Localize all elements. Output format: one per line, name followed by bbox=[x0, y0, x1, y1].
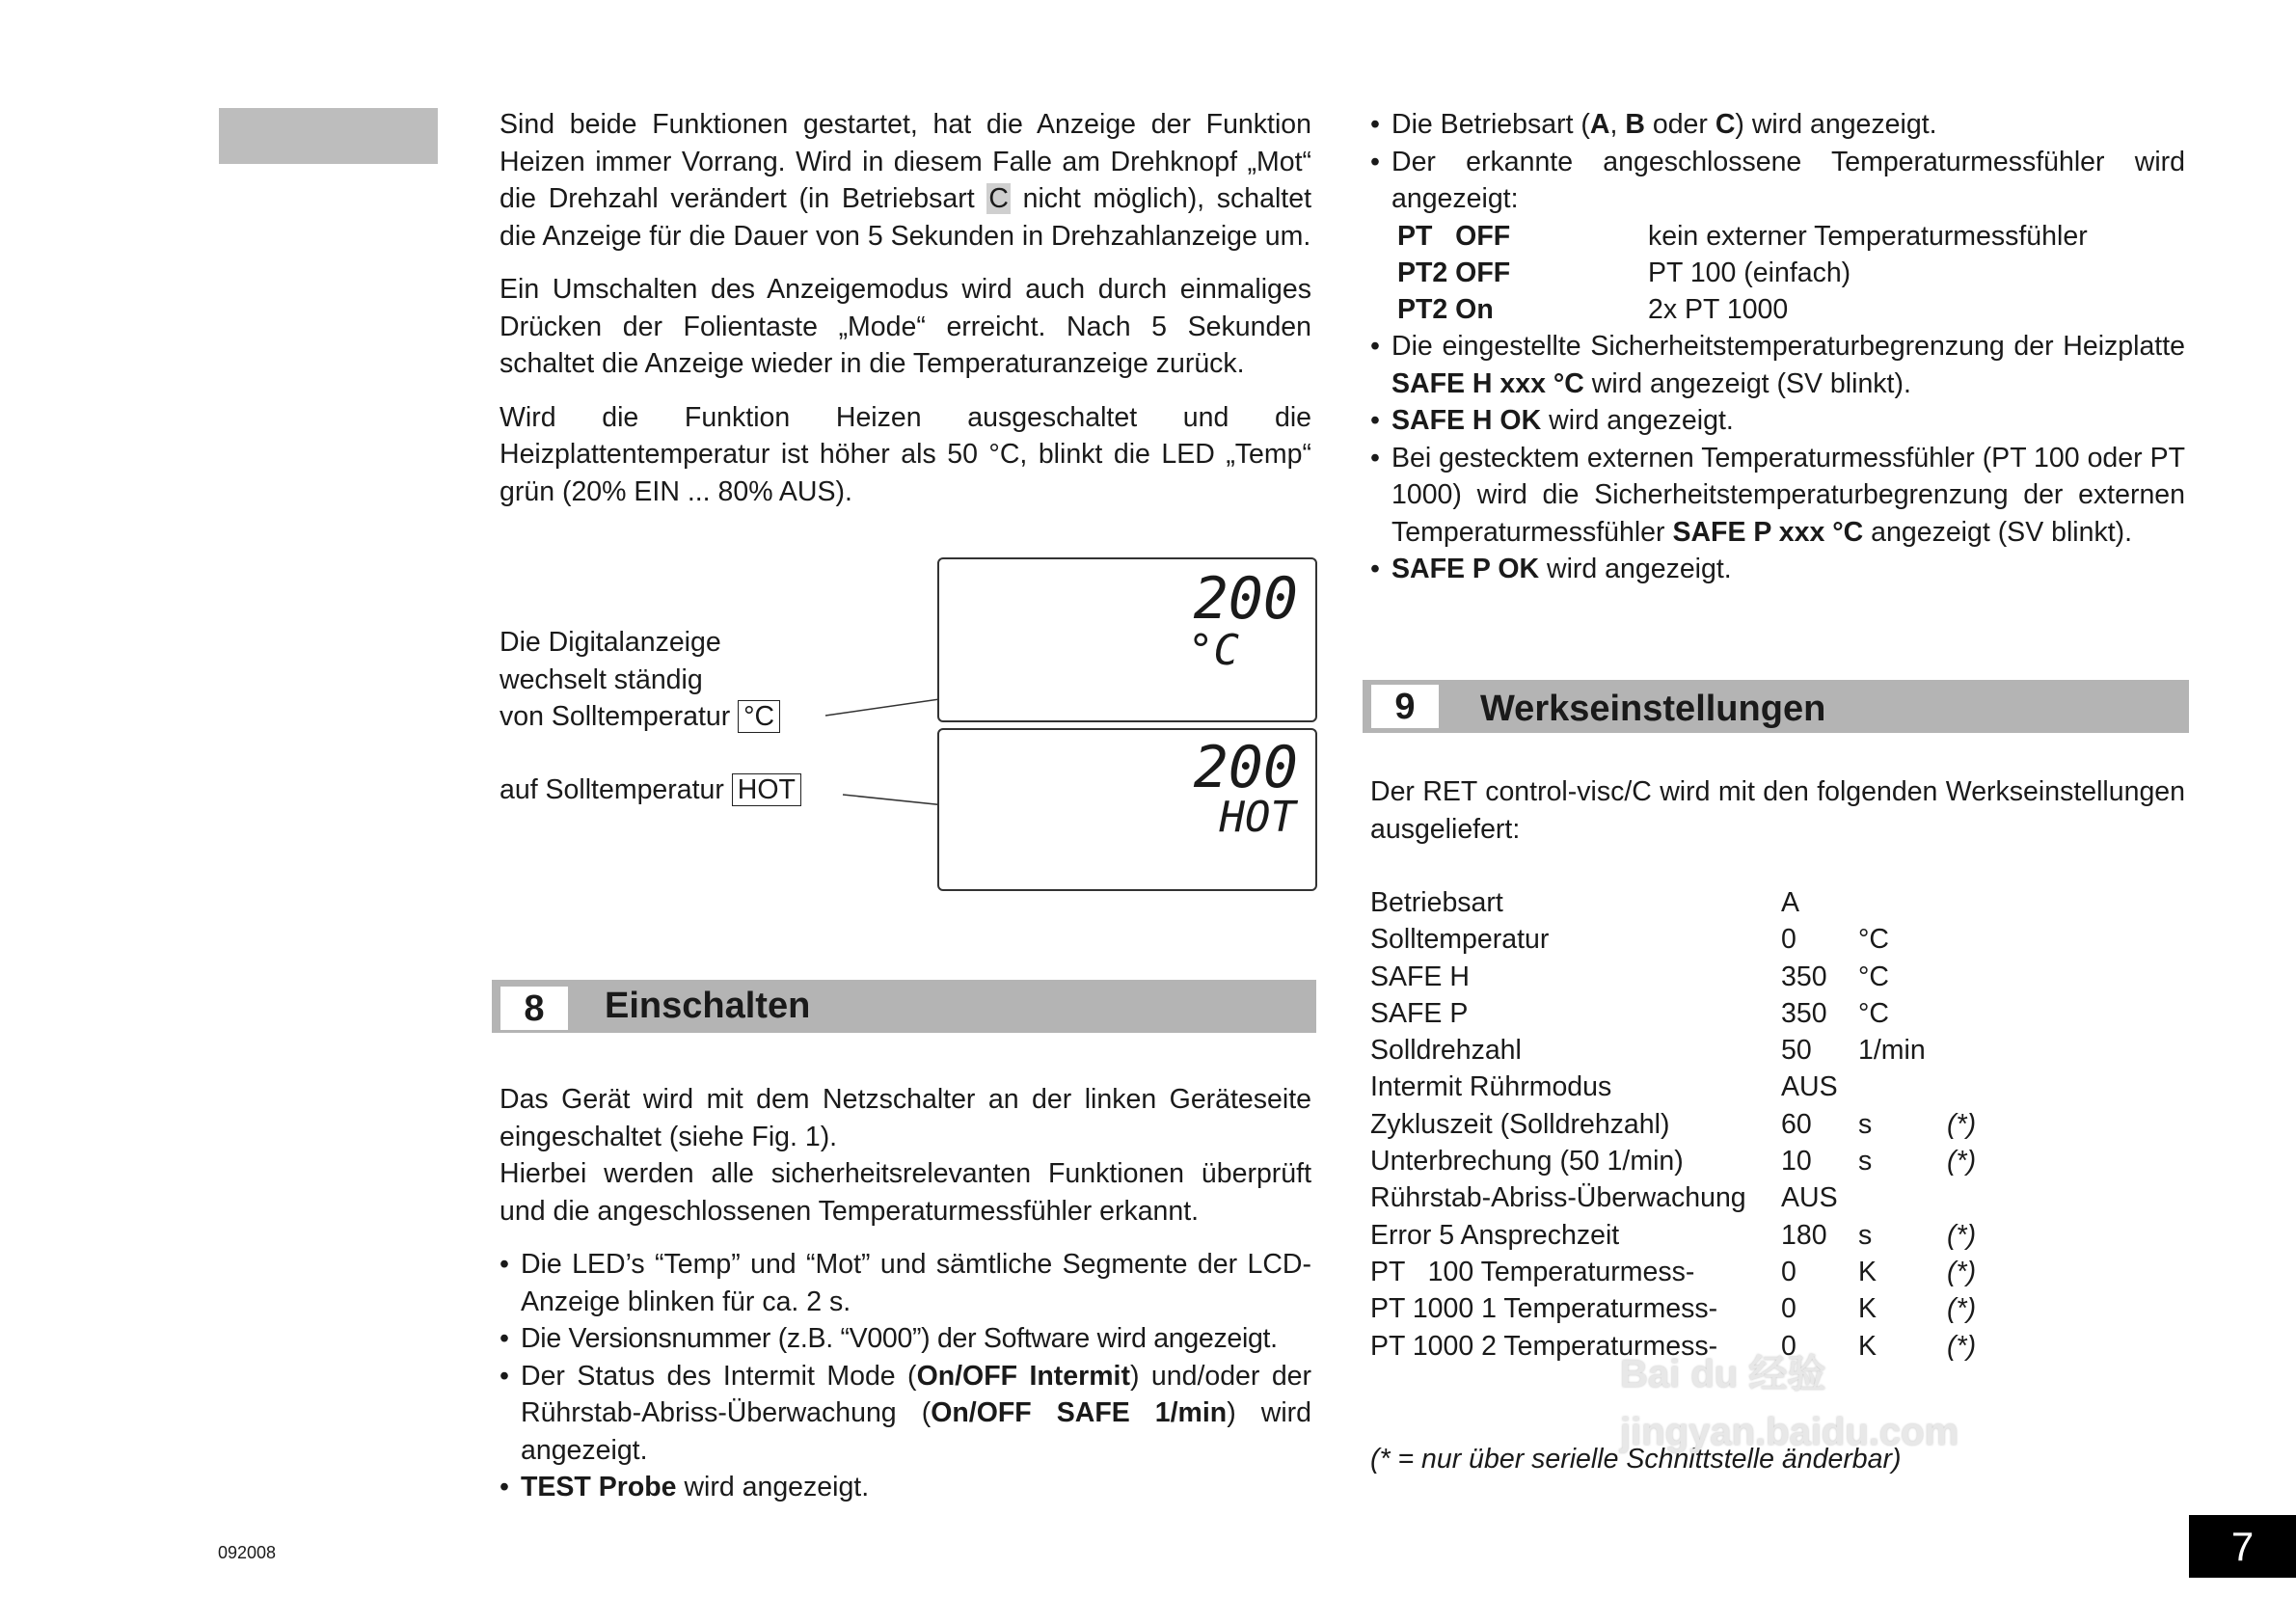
setting-value: 50 bbox=[1781, 1035, 1812, 1067]
lcd1-value: 200 bbox=[1193, 565, 1298, 633]
intro-text bbox=[500, 106, 1311, 527]
intro-paragraph-2: Ein Umschalten des Anzeigemodus wird auch durch einmaliges Drücken der Folientaste „Mode“ erreicht. Nach 5 Sekunden schaltet die Anzeige wieder in die Temperaturanzeige zurück. bbox=[500, 274, 1311, 379]
settings-row bbox=[1370, 1032, 2005, 1069]
setting-value: 10 bbox=[1781, 1146, 1812, 1177]
setting-unit: °C bbox=[1858, 961, 1889, 992]
setting-note bbox=[1947, 959, 2005, 995]
probe-mode-table bbox=[1397, 218, 2088, 329]
setting-name: Error 5 Ansprechzeit bbox=[1370, 1219, 1620, 1251]
setting-value: A bbox=[1781, 887, 1800, 918]
settings-row bbox=[1370, 1179, 2005, 1216]
setting-name: Betriebsart bbox=[1370, 887, 1503, 918]
unit-celsius-box: °C bbox=[738, 700, 780, 733]
setting-name: PT 100 Temperaturmess- bbox=[1370, 1256, 1695, 1287]
setting-name: Unterbrechung (50 1/min) bbox=[1370, 1146, 1684, 1177]
setting-unit: s bbox=[1858, 1108, 1873, 1140]
figure-label-line1: Die Digitalanzeige bbox=[500, 627, 721, 658]
setting-name: PT 1000 2 Temperaturmess- bbox=[1370, 1330, 1718, 1362]
figure-label-line3: von Solltemperatur °C bbox=[500, 698, 780, 736]
intro-paragraph-1: Sind beide Funktionen gestartet, hat die Anzeige der Funktion Heizen immer Vorrang. Wird in diesem Falle am Drehknopf „Mot“ die Drehzahl verändert (in Betriebsart C nicht möglich), schaltet die Anzeige für die Dauer von 5 Sekunden in Drehzahlanzeige um. bbox=[500, 109, 1311, 252]
setting-unit: 1/min bbox=[1858, 1035, 1926, 1067]
setting-name: PT 1000 1 Temperaturmess- bbox=[1370, 1293, 1718, 1325]
section-8-bullet-4: • TEST Probe wird angezeigt. bbox=[500, 1472, 870, 1502]
setting-unit: °C bbox=[1858, 997, 1889, 1029]
setting-name: Solltemperatur bbox=[1370, 924, 1550, 956]
setting-note: (*) bbox=[1947, 1219, 1977, 1251]
setting-unit: °C bbox=[1858, 924, 1889, 956]
safe-p-bullet: • Bei gestecktem externen Temperaturmessfühler (PT 100 oder PT 1000) wird die Sicherheitstemperaturbegrenzung der externen Temperaturmessfühler SAFE P xxx °C angezeigt (SV blinkt). bbox=[1370, 442, 2185, 548]
lcd-display-celsius bbox=[937, 557, 1317, 722]
setting-unit: K bbox=[1858, 1330, 1877, 1362]
section-9-intro: Der RET control-visc/C wird mit den folgenden Werkseinstellungen ausgeliefert: bbox=[1370, 776, 2185, 845]
setting-name: Solldrehzahl bbox=[1370, 1035, 1522, 1067]
setting-unit bbox=[1858, 1179, 1947, 1216]
page-number-box bbox=[2189, 1515, 2296, 1578]
setting-unit: K bbox=[1858, 1256, 1877, 1287]
figure-label-line2: wechselt ständig bbox=[500, 663, 703, 695]
section-8-number: 8 bbox=[500, 987, 568, 1030]
footnote: (* = nur über serielle Schnittstelle änderbar) bbox=[1370, 1444, 1902, 1475]
setting-note: (*) bbox=[1947, 1256, 1977, 1287]
section-8-bullet-3: • Der Status des Intermit Mode (On/OFF Intermit) und/oder der Rührstab-Abriss-Überwachung (On/OFF SAFE 1/min) wird angezeigt. bbox=[500, 1360, 1312, 1466]
setting-note bbox=[1947, 1179, 2005, 1216]
section-9-title: Werkseinstellungen bbox=[1480, 689, 1826, 729]
factory-settings-table bbox=[1370, 884, 2005, 1365]
section-8-bullet-1: • Die LED’s “Temp” und “Mot” und sämtliche Segmente der LCD-Anzeige blinken für ca. 2 s. bbox=[500, 1249, 1311, 1317]
settings-row bbox=[1370, 921, 2005, 958]
safe-h-ok-bullet: • SAFE H OK wird angezeigt. bbox=[1370, 405, 1734, 437]
lcd-display-hot bbox=[937, 728, 1317, 891]
section-8-body bbox=[500, 1081, 1311, 1506]
document-code: 092008 bbox=[218, 1543, 277, 1562]
settings-row bbox=[1370, 1290, 2005, 1327]
settings-row bbox=[1370, 884, 2005, 921]
section-9-number: 9 bbox=[1371, 685, 1439, 728]
setting-unit bbox=[1858, 884, 1947, 921]
setting-value: 0 bbox=[1781, 1330, 1796, 1362]
setting-note bbox=[1947, 995, 2005, 1032]
safe-p-ok-bullet: • SAFE P OK wird angezeigt. bbox=[1370, 554, 1732, 585]
setting-value: 180 bbox=[1781, 1219, 1827, 1251]
setting-name: SAFE P bbox=[1370, 997, 1469, 1029]
setting-unit: K bbox=[1858, 1293, 1877, 1325]
setting-unit: s bbox=[1858, 1219, 1873, 1251]
probe-mode-row: PT2 OFF PT 100 (einfach) bbox=[1397, 257, 1851, 288]
setting-value: 60 bbox=[1781, 1108, 1812, 1140]
setting-note bbox=[1947, 884, 2005, 921]
section-8-bullet-2: • Die Versionsnummer (z.B. “V000”) der Software wird angezeigt. bbox=[500, 1323, 1278, 1354]
section-8-para-2: Hierbei werden alle sicherheitsrelevanten Funktionen überprüft und die angeschlossenen Temperaturmessfühler erkannt. bbox=[500, 1158, 1311, 1227]
setting-value: 0 bbox=[1781, 1256, 1796, 1287]
display-figure bbox=[500, 555, 1319, 892]
setting-name: SAFE H bbox=[1370, 961, 1470, 992]
settings-row bbox=[1370, 1217, 2005, 1254]
settings-row bbox=[1370, 1143, 2005, 1179]
lcd1-unit: °C bbox=[1188, 626, 1239, 675]
setting-note bbox=[1947, 1069, 2005, 1105]
probe-detected-bullet: • Der erkannte angeschlossene Temperaturmessfühler wird angezeigt: bbox=[1370, 146, 2185, 214]
setting-name: Intermit Rührmodus bbox=[1370, 1071, 1612, 1103]
settings-row bbox=[1370, 1328, 2005, 1365]
safe-h-bullet: • Die eingestellte Sicherheitstemperaturbegrenzung der Heizplatte SAFE H xxx °C wird angezeigt (SV blinkt). bbox=[1370, 331, 2185, 399]
operating-mode-bullet: • Die Betriebsart (A, B oder C) wird angezeigt. bbox=[1370, 109, 1937, 140]
probe-mode-row: PT OFF kein externer Temperaturmessfühler bbox=[1397, 220, 2088, 252]
page-number: 7 bbox=[2230, 1524, 2255, 1569]
setting-unit bbox=[1858, 1069, 1947, 1105]
setting-name: Rührstab-Abriss-Überwachung bbox=[1370, 1182, 1746, 1214]
right-top-text bbox=[1370, 106, 2185, 588]
probe-mode-row: PT2 On 2x PT 1000 bbox=[1397, 294, 1789, 326]
section-9-header bbox=[1363, 680, 2189, 733]
mode-c-highlight: C bbox=[988, 183, 1009, 214]
setting-value: AUS bbox=[1781, 1071, 1838, 1103]
setting-note: (*) bbox=[1947, 1330, 1977, 1362]
setting-name: Zykluszeit (Solldrehzahl) bbox=[1370, 1108, 1670, 1140]
settings-row bbox=[1370, 1069, 2005, 1105]
figure-label-hot: auf Solltemperatur HOT bbox=[500, 771, 801, 809]
setting-unit: s bbox=[1858, 1146, 1873, 1177]
setting-value: 350 bbox=[1781, 997, 1827, 1029]
setting-note bbox=[1947, 1032, 2005, 1069]
section-8-title: Einschalten bbox=[605, 986, 811, 1026]
setting-value: 0 bbox=[1781, 924, 1796, 956]
watermark-text: Bai du 经验 jingyan.baidu.com bbox=[1620, 1353, 1959, 1453]
settings-row bbox=[1370, 1254, 2005, 1290]
section-8-header bbox=[492, 980, 1316, 1033]
section-8-para-1: Das Gerät wird mit dem Netzschalter an der linken Geräteseite eingeschaltet (siehe Fig. 1). bbox=[500, 1084, 1311, 1152]
setting-value: 0 bbox=[1781, 1293, 1796, 1325]
intro-paragraph-3: Wird die Funktion Heizen ausgeschaltet und die Heizplattentemperatur ist höher als 50 °C, blinkt die LED „Temp“ grün (20% EIN ... 80% AUS). bbox=[500, 401, 1311, 507]
section-tab-marker bbox=[219, 108, 438, 164]
unit-hot-box: HOT bbox=[732, 773, 801, 806]
setting-note: (*) bbox=[1947, 1108, 1977, 1140]
setting-value: 350 bbox=[1781, 961, 1827, 992]
settings-row bbox=[1370, 995, 2005, 1032]
setting-value: AUS bbox=[1781, 1182, 1838, 1214]
lcd2-unit: HOT bbox=[1219, 793, 1296, 842]
setting-note bbox=[1947, 921, 2005, 958]
lcd2-value: 200 bbox=[1193, 734, 1298, 801]
settings-row bbox=[1370, 1106, 2005, 1143]
setting-note: (*) bbox=[1947, 1293, 1977, 1325]
settings-row bbox=[1370, 959, 2005, 995]
setting-note: (*) bbox=[1947, 1146, 1977, 1177]
